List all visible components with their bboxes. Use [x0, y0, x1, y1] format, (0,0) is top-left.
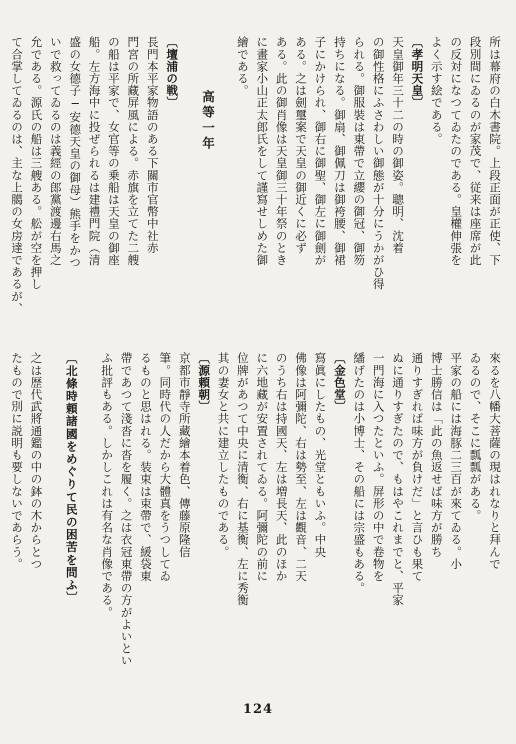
text-column: て合掌してゐるのは、主な上臈の女房達であるが、 — [10, 36, 25, 315]
text-column: 京都市靜寺所藏繪本着色、傳藤原隆信 — [177, 352, 192, 558]
text-column: 平家の船には海豚二三百が來てゐる。小 — [449, 352, 464, 570]
text-column: の御性格にふさわしい御態が十分にうかがひ得 — [371, 36, 386, 291]
section-heading: 〔源頼朝〕 — [197, 352, 212, 413]
text-column: 寫眞にしたもの、光堂ともいふ。中央 — [313, 352, 328, 558]
section-heading: 〔孝明天皇〕 — [410, 36, 425, 109]
lower-text-band — [10, 352, 502, 690]
text-column: のうち右は持國天、左は増長天、此のほか — [274, 352, 289, 582]
text-column: 繪である。 — [235, 36, 250, 97]
text-column: ある。之は劍璽案で天皇の御近くに必ず — [294, 36, 309, 254]
text-column: に畫家小山正太郎氏をして謹寫せしめた御 — [255, 36, 270, 266]
text-column: 繙げたのは小博士、その船には宗盛もある。 — [352, 352, 367, 594]
text-column: 天皇御年三十二の時の御姿。聰明、沈着 — [391, 36, 406, 254]
text-column: いで救ってゐるのは義經の郎黨渡邊右馬之 — [48, 36, 63, 266]
text-column: 門宮の所藏屏風による。赤旗を立てた二艘 — [126, 36, 141, 266]
text-column: 段別間にゐるのが家茂で、従来は座席が此 — [468, 36, 483, 266]
text-column: の船は平家で、女官等の乗船は天皇の御座 — [106, 36, 121, 266]
text-column: 通りすぎれば味方が負けだ」と言ひも果て — [410, 352, 425, 582]
text-column: 之は歴代武將通鑑の中の鉢の木からとつ — [29, 352, 44, 570]
text-column: 子にかけられ、御右に御聖、御左に御劍が — [313, 36, 328, 266]
text-column: 來るを八幡大菩薩の現はれなりと拜んで — [488, 352, 502, 570]
text-column: よく示す絵である。 — [429, 36, 444, 145]
section-heading: 〔北條時頼諸國をめぐりて民の困苦を問ふ〕 — [64, 352, 79, 604]
upper-text-band — [10, 36, 502, 344]
text-column: るものと思はれる。装束は束帶で、緩袋東 — [138, 352, 153, 582]
text-column: 長門本平家物語のある下關市官幣中社赤 — [145, 36, 160, 254]
section-heading: 〔壇浦の戦〕 — [165, 36, 180, 109]
text-column: 所は幕府の白木書院。上段正面が正使、下 — [488, 36, 502, 266]
text-column: られる。御服裝は東帶で立纓の御冠、御笏 — [352, 36, 367, 266]
text-column: 船。左方海中に投ぜられるは建禮門院（清 — [87, 36, 102, 266]
text-column: 佛像は阿彌陀、右は勢至、左は觀音、二天 — [294, 352, 309, 582]
grade-heading: 高等一年 — [200, 90, 216, 152]
text-column: ふ批評もある。しかしこれは有名な肖像である。 — [100, 352, 115, 619]
text-column: ある。此の御肖像は天皇御三十年祭のとき — [274, 36, 289, 266]
text-column: 博士勝信は「此の魚返せば味方が勝ち — [429, 352, 444, 558]
text-column: 允である。源氏の船は三艘ある。舩が空を押し — [29, 36, 44, 291]
text-column: に六地藏が安置されてゐる。阿彌陀の前に — [255, 352, 270, 582]
text-column: ぬに通りすぎたので、もはやこれまでと、平家 — [391, 352, 406, 607]
section-heading: 〔金色堂〕 — [332, 352, 347, 413]
text-column: の反対になつてゐたのである。皇權伸張を — [449, 36, 464, 266]
text-column: 一門海に入つたといふ。屏形の中で卷物を — [371, 352, 386, 582]
text-column: 其の妻女と共に建立したものである。 — [216, 352, 231, 558]
text-column: 持ちになる。御扇、御佩刀は御袴腰、御裙 — [332, 36, 347, 266]
text-column: ゐるので、そこに瓢瓢がある。 — [468, 352, 483, 522]
text-column: 帶であつて淺沓に沓を履く。之は衣冠東帶の方がよいとい — [119, 352, 134, 667]
page-number: 124 — [242, 702, 274, 717]
text-column: 位牌があつて中央に清衡、右に基衡、左に秀衡 — [235, 352, 250, 607]
text-column: 盛の女德子─安德天皇の御母）熊手をかつ — [68, 36, 83, 269]
text-column: たもので別に説明も要しないであらう。 — [10, 352, 25, 570]
text-column: 筆。同時代の人だから大體真をうつしてゐ — [158, 352, 173, 582]
